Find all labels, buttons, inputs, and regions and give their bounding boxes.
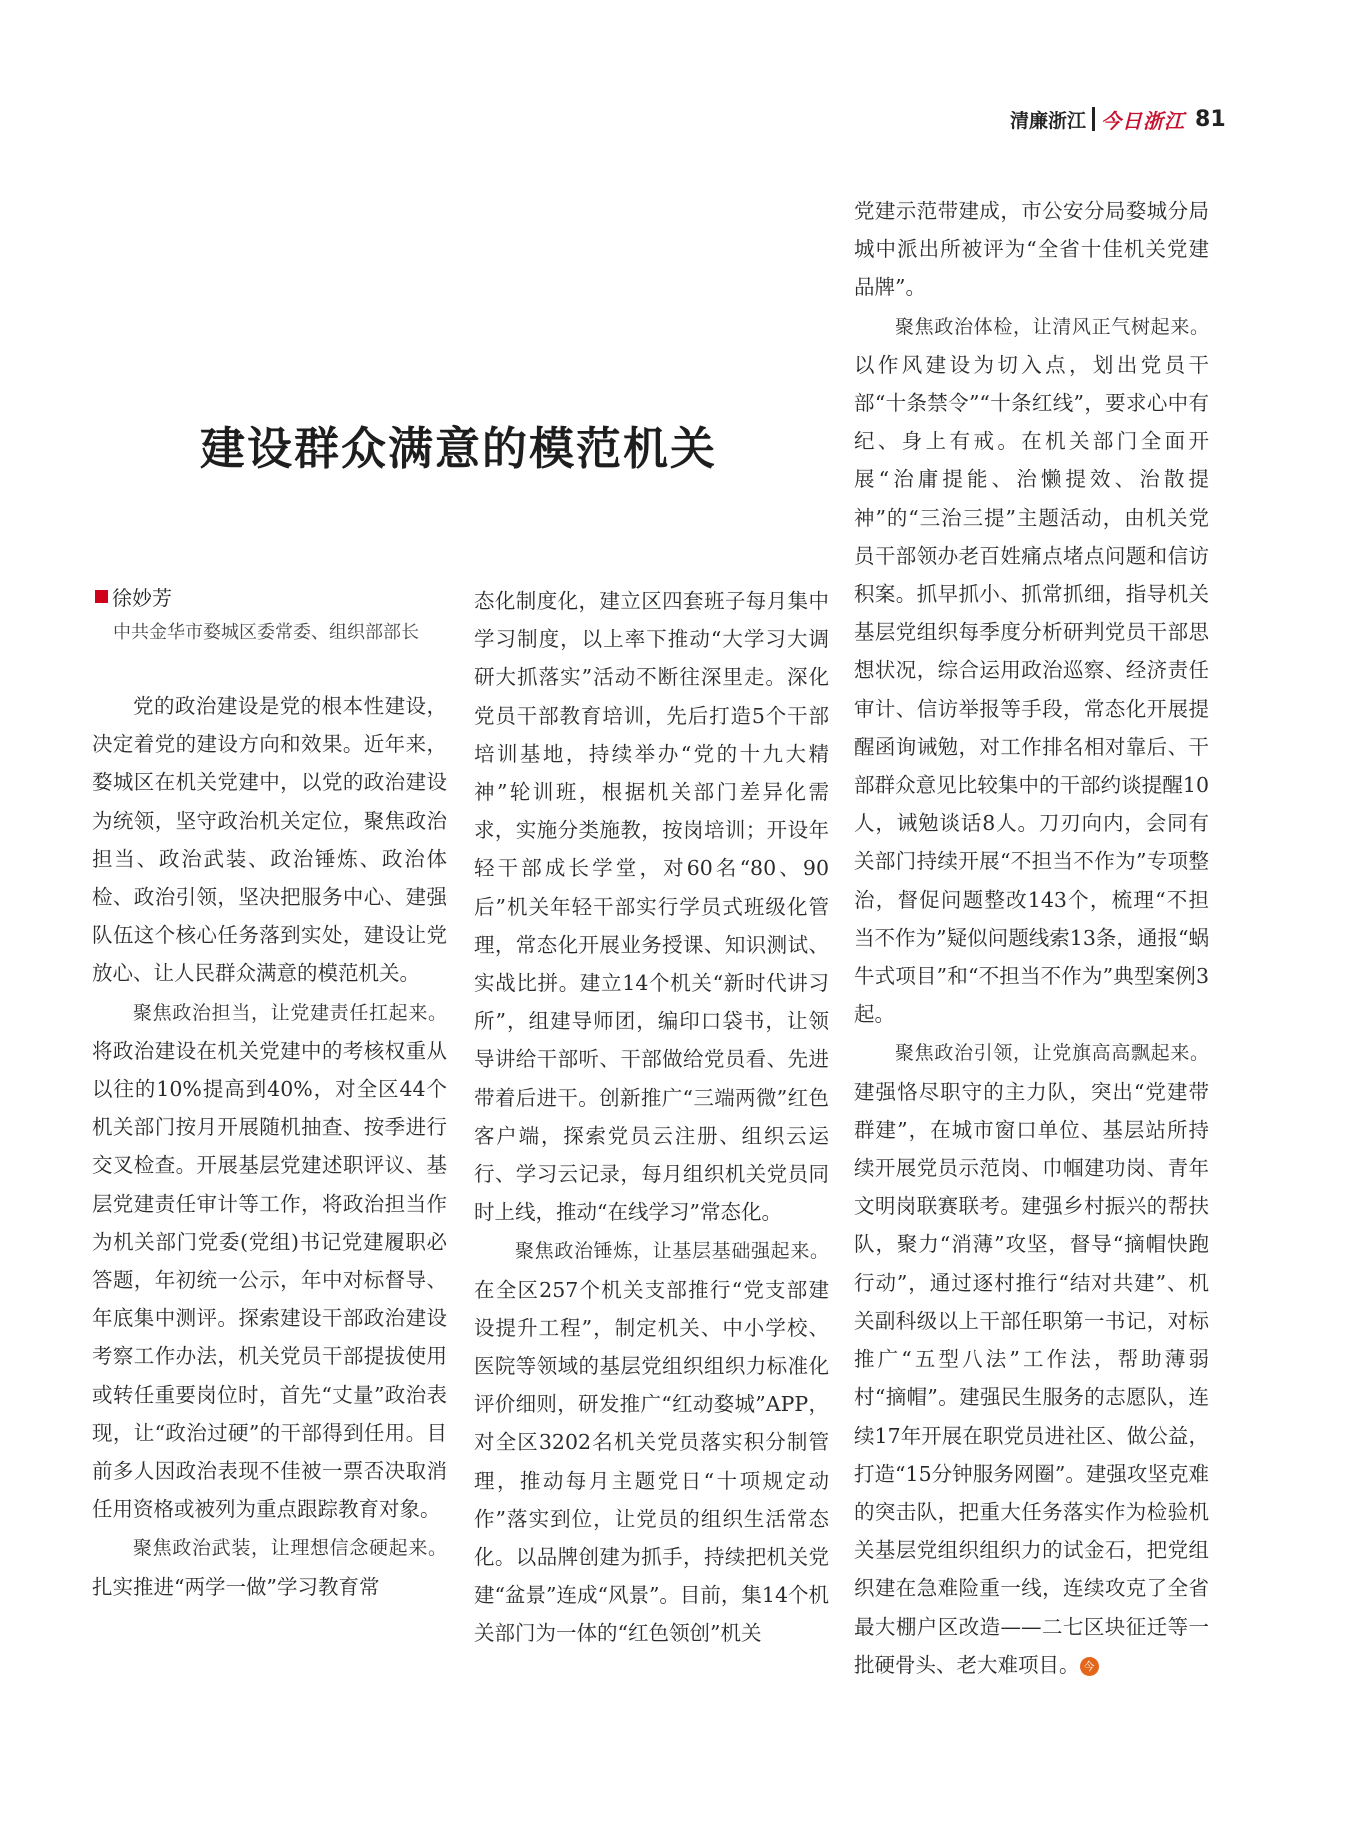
paragraph xyxy=(92,1528,447,1605)
paragraph xyxy=(854,1033,1209,1683)
paragraph xyxy=(474,1231,829,1652)
text-column-1 xyxy=(92,687,447,1647)
author-byline xyxy=(95,582,172,611)
section-lead: 聚焦政治武装，让理想信念硬起来。 xyxy=(133,1537,447,1560)
section-lead: 聚焦政治锤炼，让基层基础强起来。 xyxy=(515,1240,829,1263)
paragraph: 态化制度化，建立区四套班子每月集中学习制度，以上率下推动“大学习大调研大抓落实”活动不断往深里走。深化党员干部教育培训，先后打造5个干部培训基地，持续举办“党的十九大精神”轮训班，根据机关部门差异化需求，实施分类施教，按岗培训；开设年轻干部成长学堂，对60名“80、90后”机关年轻干部实行学员式班级化管理，常态化开展业务授课、知识测试、实战比拼。建立14个机关“新时代讲习所”，组建导师团，编印口袋书，让领导讲给干部听、干部做给党员看、先进带着后进干。创新推广“三端两微”红色客户端，探索党员云注册、组织云运行、学习云记录，每月组织机关党员同时上线，推动“在线学习”常态化。 xyxy=(474,589,829,1225)
article-end-icon: 今 xyxy=(1080,1657,1099,1676)
section-lead: 聚焦政治担当，让党建责任扛起来。 xyxy=(133,1001,447,1024)
paragraph-body: 在全区257个机关支部推行“党支部建设提升工程”，制定机关、中小学校、医院等领域的基层党组织组织力标准化评价细则，研发推广“红动婺城”APP，对全区3202名机关党员落实积分制管理，推动每月主题党日“十项规定动作”落实到位，让党员的组织生活常态化。以品牌创建为抓手，持续把机关党建“盆景”连成“风景”。目前，集14个机关部门为一体的“红色领创”机关 xyxy=(474,1277,830,1646)
section-name: 清廉浙江 xyxy=(1010,109,1087,132)
section-lead: 聚焦政治体检，让清风正气树起来。 xyxy=(895,315,1209,338)
paragraph: 党建示范带建成，市公安分局婺城分局城中派出所被评为“全省十佳机关党建品牌”。 xyxy=(854,199,1209,300)
page-header xyxy=(1010,104,1226,134)
paragraph-body: 扎实推进“两学一做”学习教育常 xyxy=(92,1574,380,1599)
page-number: 81 xyxy=(1195,106,1226,132)
paragraph-body: 以作风建设为切入点，划出党员干部“十条禁令”“十条红线”，要求心中有纪、身上有戒。在机关部门全面开展“治庸提能、治懒提效、治散提神”的“三治三提”主题活动，由机关党员干部领办老百姓痛点堵点问题和信访积案。抓早抓小、抓常抓细，指导机关基层党组织每季度分析研判党员干部思想状况，综合运用政治巡察、经济责任审计、信访举报等手段，常态化开展提醒函询诫勉，对工作排名相对靠后、干部群众意见比较集中的干部约谈提醒10人，诫勉谈话8人。刀刃向内，会同有关部门持续开展“不担当不作为”专项整治，督促问题整改143个，梳理“不担当不作为”疑似问题线索13条，通报“蜗牛式项目”和“不担当不作为”典型案例3起。 xyxy=(854,352,1209,1027)
author-name: 徐妙芳 xyxy=(112,586,172,610)
magazine-logo: 今日浙江 xyxy=(1101,108,1186,133)
paragraph xyxy=(854,307,1209,1034)
author-marker-square xyxy=(95,590,108,603)
paragraph xyxy=(92,993,447,1529)
header-divider xyxy=(1092,107,1095,131)
paragraph-body: 将政治建设在机关党建中的考核权重从以往的10%提高到40%，对全区44个机关部门按月开展随机抽查、按季进行交叉检查。开展基层党建述职评议、基层党建责任审计等工作，将政治担当作为机关部门党委(党组)书记党建履职必答题，年初统一公示，年中对标督导、年底集中测评。探索建设干部政治建设考察工作办法，机关党员干部提拔使用或转任重要岗位时，首先“丈量”政治表现，让“政治过硬”的干部得到任用。目前多人因政治表现不佳被一票否决取消任用资格或被列为重点跟踪教育对象。 xyxy=(92,1038,447,1522)
paragraph: 党的政治建设是党的根本性建设，决定着党的建设方向和效果。近年来，婺城区在机关党建中，以党的政治建设为统领，坚守政治机关定位，聚焦政治担当、政治武装、政治锤炼、政治体检、政治引领，坚决把服务中心、建强队伍这个核心任务落到实处，建设让党放心、让人民群众满意的模范机关。 xyxy=(92,694,447,986)
text-column-2 xyxy=(474,582,829,1652)
article-title: 建设群众满意的模范机关 xyxy=(200,422,718,476)
section-lead: 聚焦政治引领，让党旗高高飘起来。 xyxy=(895,1042,1209,1065)
author-position: 中共金华市婺城区委常委、组织部部长 xyxy=(113,622,419,643)
text-column-3 xyxy=(854,192,1209,1677)
paragraph-body: 建强恪尽职守的主力队，突出“党建带群建”，在城市窗口单位、基层站所持续开展党员示范岗、巾帼建功岗、青年文明岗联赛联考。建强乡村振兴的帮扶队，聚力“消薄”攻坚，督导“摘帽快跑行动”，通过逐村推行“结对共建”、机关副科级以上干部任职第一书记，对标推广“五型八法”工作法，帮助薄弱村“摘帽”。建强民生服务的志愿队，连续17年开展在职党员进社区、做公益，打造“15分钟服务网圈”。建强攻坚克难的突击队，把重大任务落实作为检验机关基层党组织组织力的试金石，把党组织建在急难险重一线，连续攻克了全省最大棚户区改造——二七区块征迁等一批硬骨头、老大难项目。 xyxy=(854,1079,1209,1677)
